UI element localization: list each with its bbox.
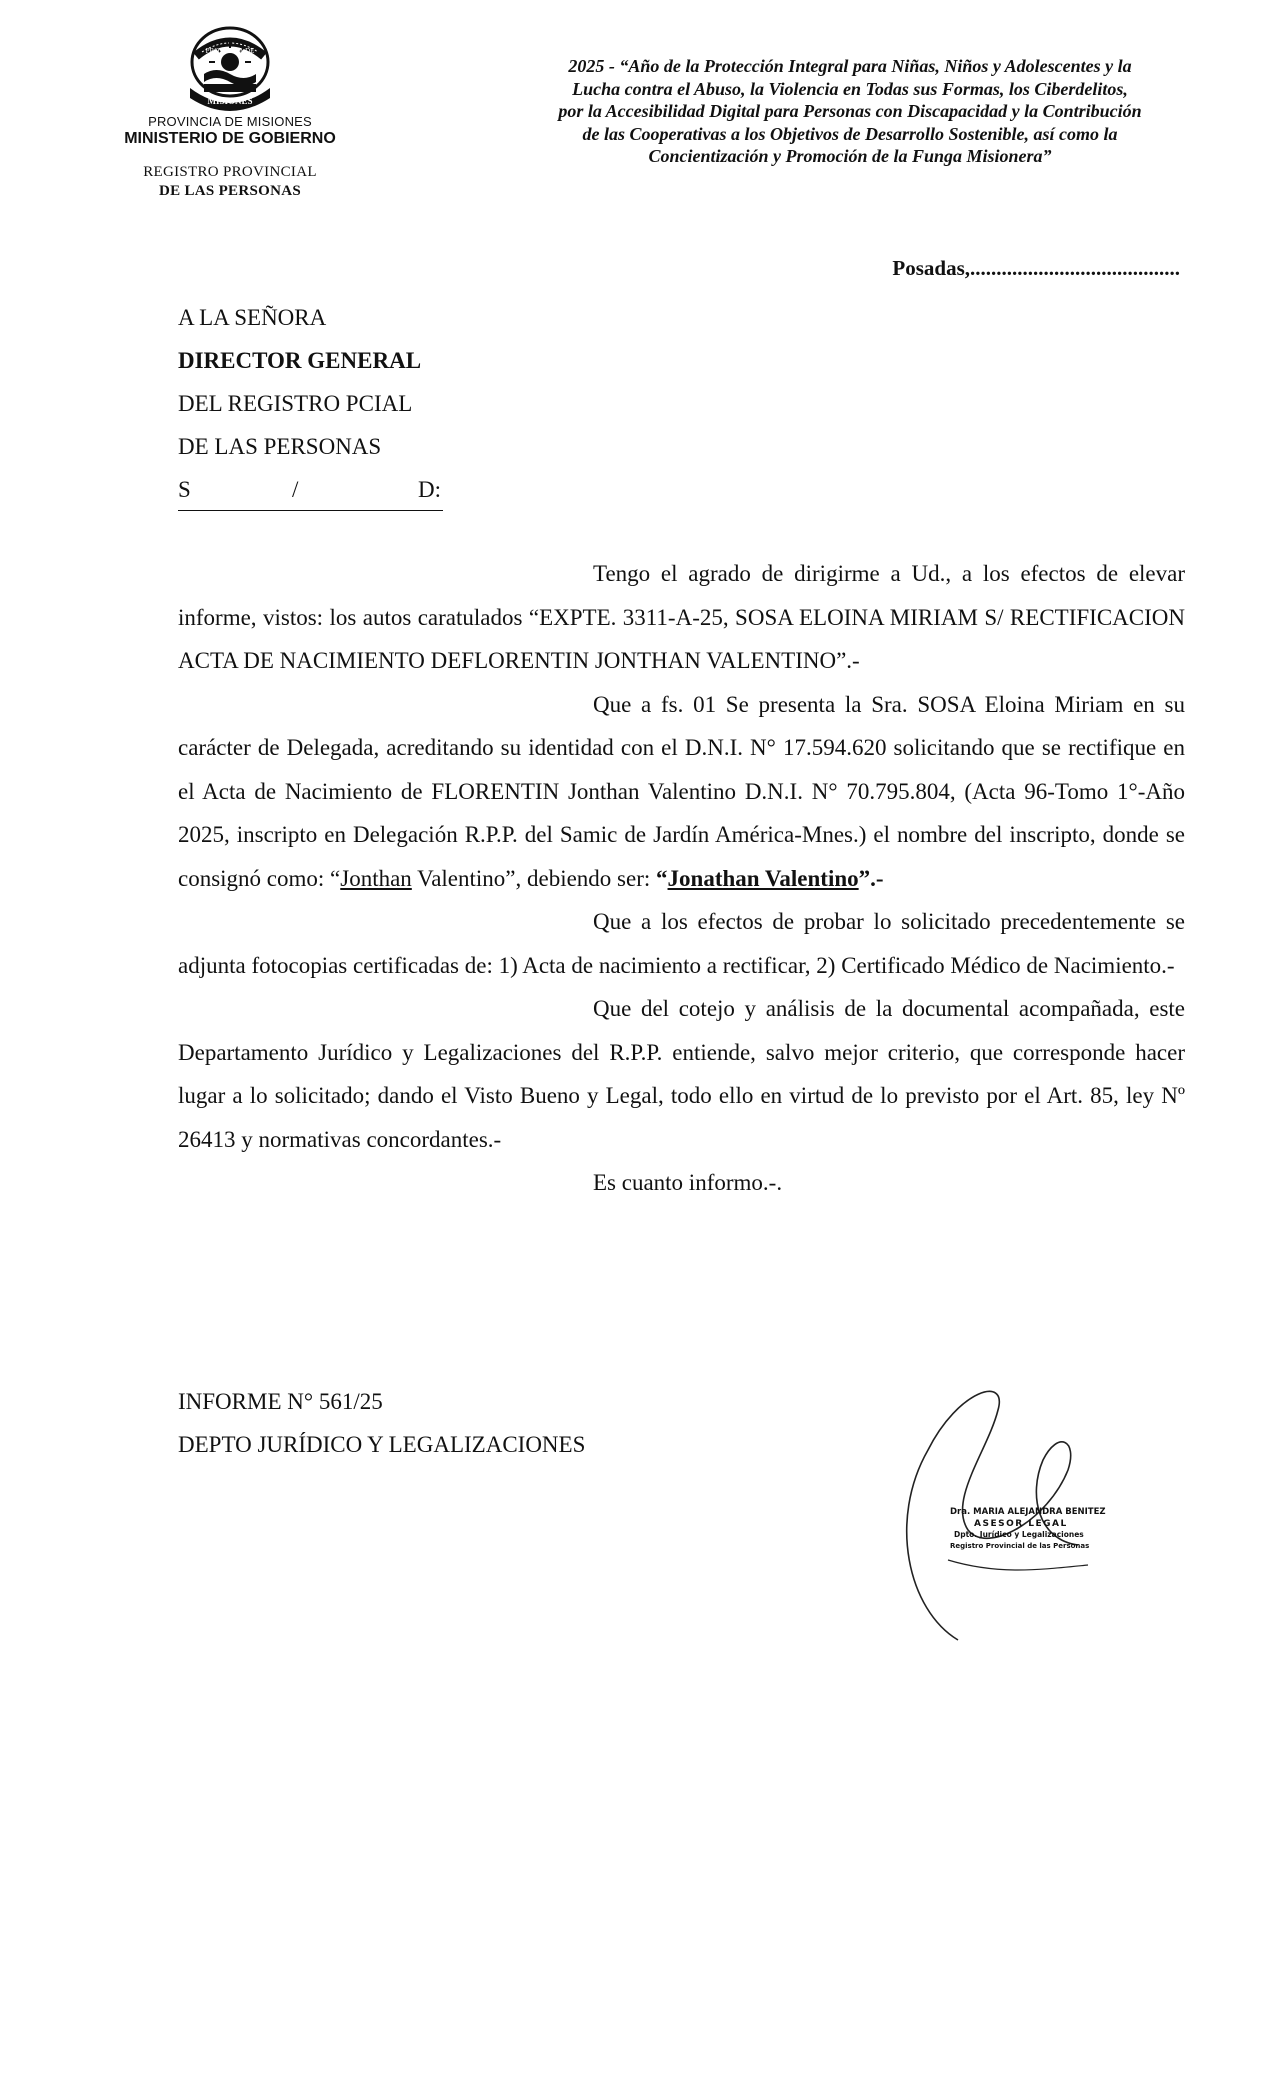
body-paragraph-5: Es cuanto informo.-. bbox=[593, 1170, 783, 1195]
stamp-role: ASESOR LEGAL bbox=[974, 1519, 1068, 1529]
report-number: INFORME N° 561/25 bbox=[178, 1389, 383, 1414]
body-paragraph-1: Tengo el agrado de dirigirme a Ud., a los efectos de elevar informe, vistos: los autos caratulados “EXPTE. 3311-A-25, SOSA ELOINA MIRIAM S/ RECTIFICACION ACTA DE NACIMIENTO DEFLORENTIN JONTHAN VALENTINO”.- bbox=[178, 561, 1185, 673]
sd-s: S bbox=[178, 477, 191, 502]
seal-text-bottom: MISIONES bbox=[207, 96, 253, 106]
wrong-name: Jonthan bbox=[340, 865, 412, 891]
correct-name: Jonathan Valentino bbox=[667, 865, 859, 891]
sd-d: D: bbox=[418, 477, 441, 502]
body-paragraph-2 bbox=[178, 683, 1185, 901]
motto-line: 2025 - “Año de la Protección Integral para Niñas, Niños y Adolescentes y la bbox=[568, 56, 1132, 76]
body-paragraph-3: Que a los efectos de probar lo solicitado precedentemente se adjunta fotocopias certificadas de: 1) Acta de nacimiento a rectificar, 2) Certificado Médico de Nacimiento.- bbox=[178, 909, 1185, 978]
report-footer bbox=[178, 1380, 585, 1466]
sd-slash: / bbox=[292, 477, 299, 502]
seal-text-top: PROVINCIA DE bbox=[205, 47, 255, 55]
addressee-line: DE LAS PERSONAS bbox=[178, 434, 382, 459]
registry-name-line1: REGISTRO PROVINCIAL bbox=[143, 164, 317, 180]
signature-stamp bbox=[888, 1370, 1108, 1650]
addressee-title: DIRECTOR GENERAL bbox=[178, 348, 422, 373]
addressee-line: A LA SEÑORA bbox=[178, 305, 327, 330]
addressee-line: DEL REGISTRO PCIAL bbox=[178, 391, 413, 416]
institution-header bbox=[100, 22, 360, 200]
motto-line: Concientización y Promoción de la Funga Misionera” bbox=[648, 146, 1052, 166]
quote-close: ”.- bbox=[858, 865, 884, 891]
province-name: PROVINCIA DE MISIONES bbox=[148, 114, 312, 129]
addressee-block bbox=[178, 296, 443, 511]
body-paragraph-4: Que del cotejo y análisis de la documental acompañada, este Departamento Jurídico y Legalizaciones del R.P.P. entiende, salvo mejor criterio, que corresponde hacer lugar a lo solicitado; dando el Visto Bueno y Legal, todo ello en virtud de lo previsto por el Art. 85, ley Nº 26413 y normativas concordantes.- bbox=[178, 996, 1185, 1152]
quote-open: “ bbox=[656, 865, 668, 891]
stamp-institution: Registro Provincial de las Personas bbox=[950, 1542, 1090, 1550]
registry-name-line2: DE LAS PERSONAS bbox=[158, 183, 302, 199]
motto-line: Lucha contra el Abuso, la Violencia en Todas sus Formas, los Ciberdelitos, bbox=[572, 78, 1128, 99]
p2-text-b: Valentino”, debiendo ser: bbox=[411, 865, 657, 891]
place-date-line: Posadas,........................................ bbox=[892, 256, 1180, 280]
motto-line: por la Accesibilidad Digital para Personas con Discapacidad y la Contribución bbox=[558, 101, 1142, 121]
stamp-department: Dpto. Jurídico y Legalizaciones bbox=[954, 1530, 1084, 1539]
sd-line bbox=[178, 468, 443, 511]
p2-text-a: Que a fs. 01 Se presenta la Sra. SOSA Eloina Miriam en su carácter de Delegada, acreditando su identidad con el D.N.I. N° 17.594.620 solicitando que se rectifique en el Acta de Nacimiento de FLORENTIN Jonthan Valentino D.N.I. N° 70.795.804, (Acta 96-Tomo 1°-Año 2025, inscripto en Delegación R.P.P. del Samic de Jardín América-Mnes.) el nombre del inscripto, donde se consignó como: “ bbox=[178, 691, 1185, 891]
ministry-name: MINISTERIO DE GOBIERNO bbox=[124, 130, 336, 147]
stamp-name: Dra. MARIA ALEJANDRA BENITEZ bbox=[950, 1507, 1106, 1517]
report-body bbox=[178, 552, 1185, 1205]
province-coat-of-arms-icon bbox=[182, 22, 278, 112]
motto-line: de las Cooperativas a los Objetivos de Desarrollo Sostenible, así como la bbox=[582, 123, 1118, 144]
department-name: DEPTO JURÍDICO Y LEGALIZACIONES bbox=[178, 1432, 586, 1457]
year-motto bbox=[495, 55, 1205, 168]
